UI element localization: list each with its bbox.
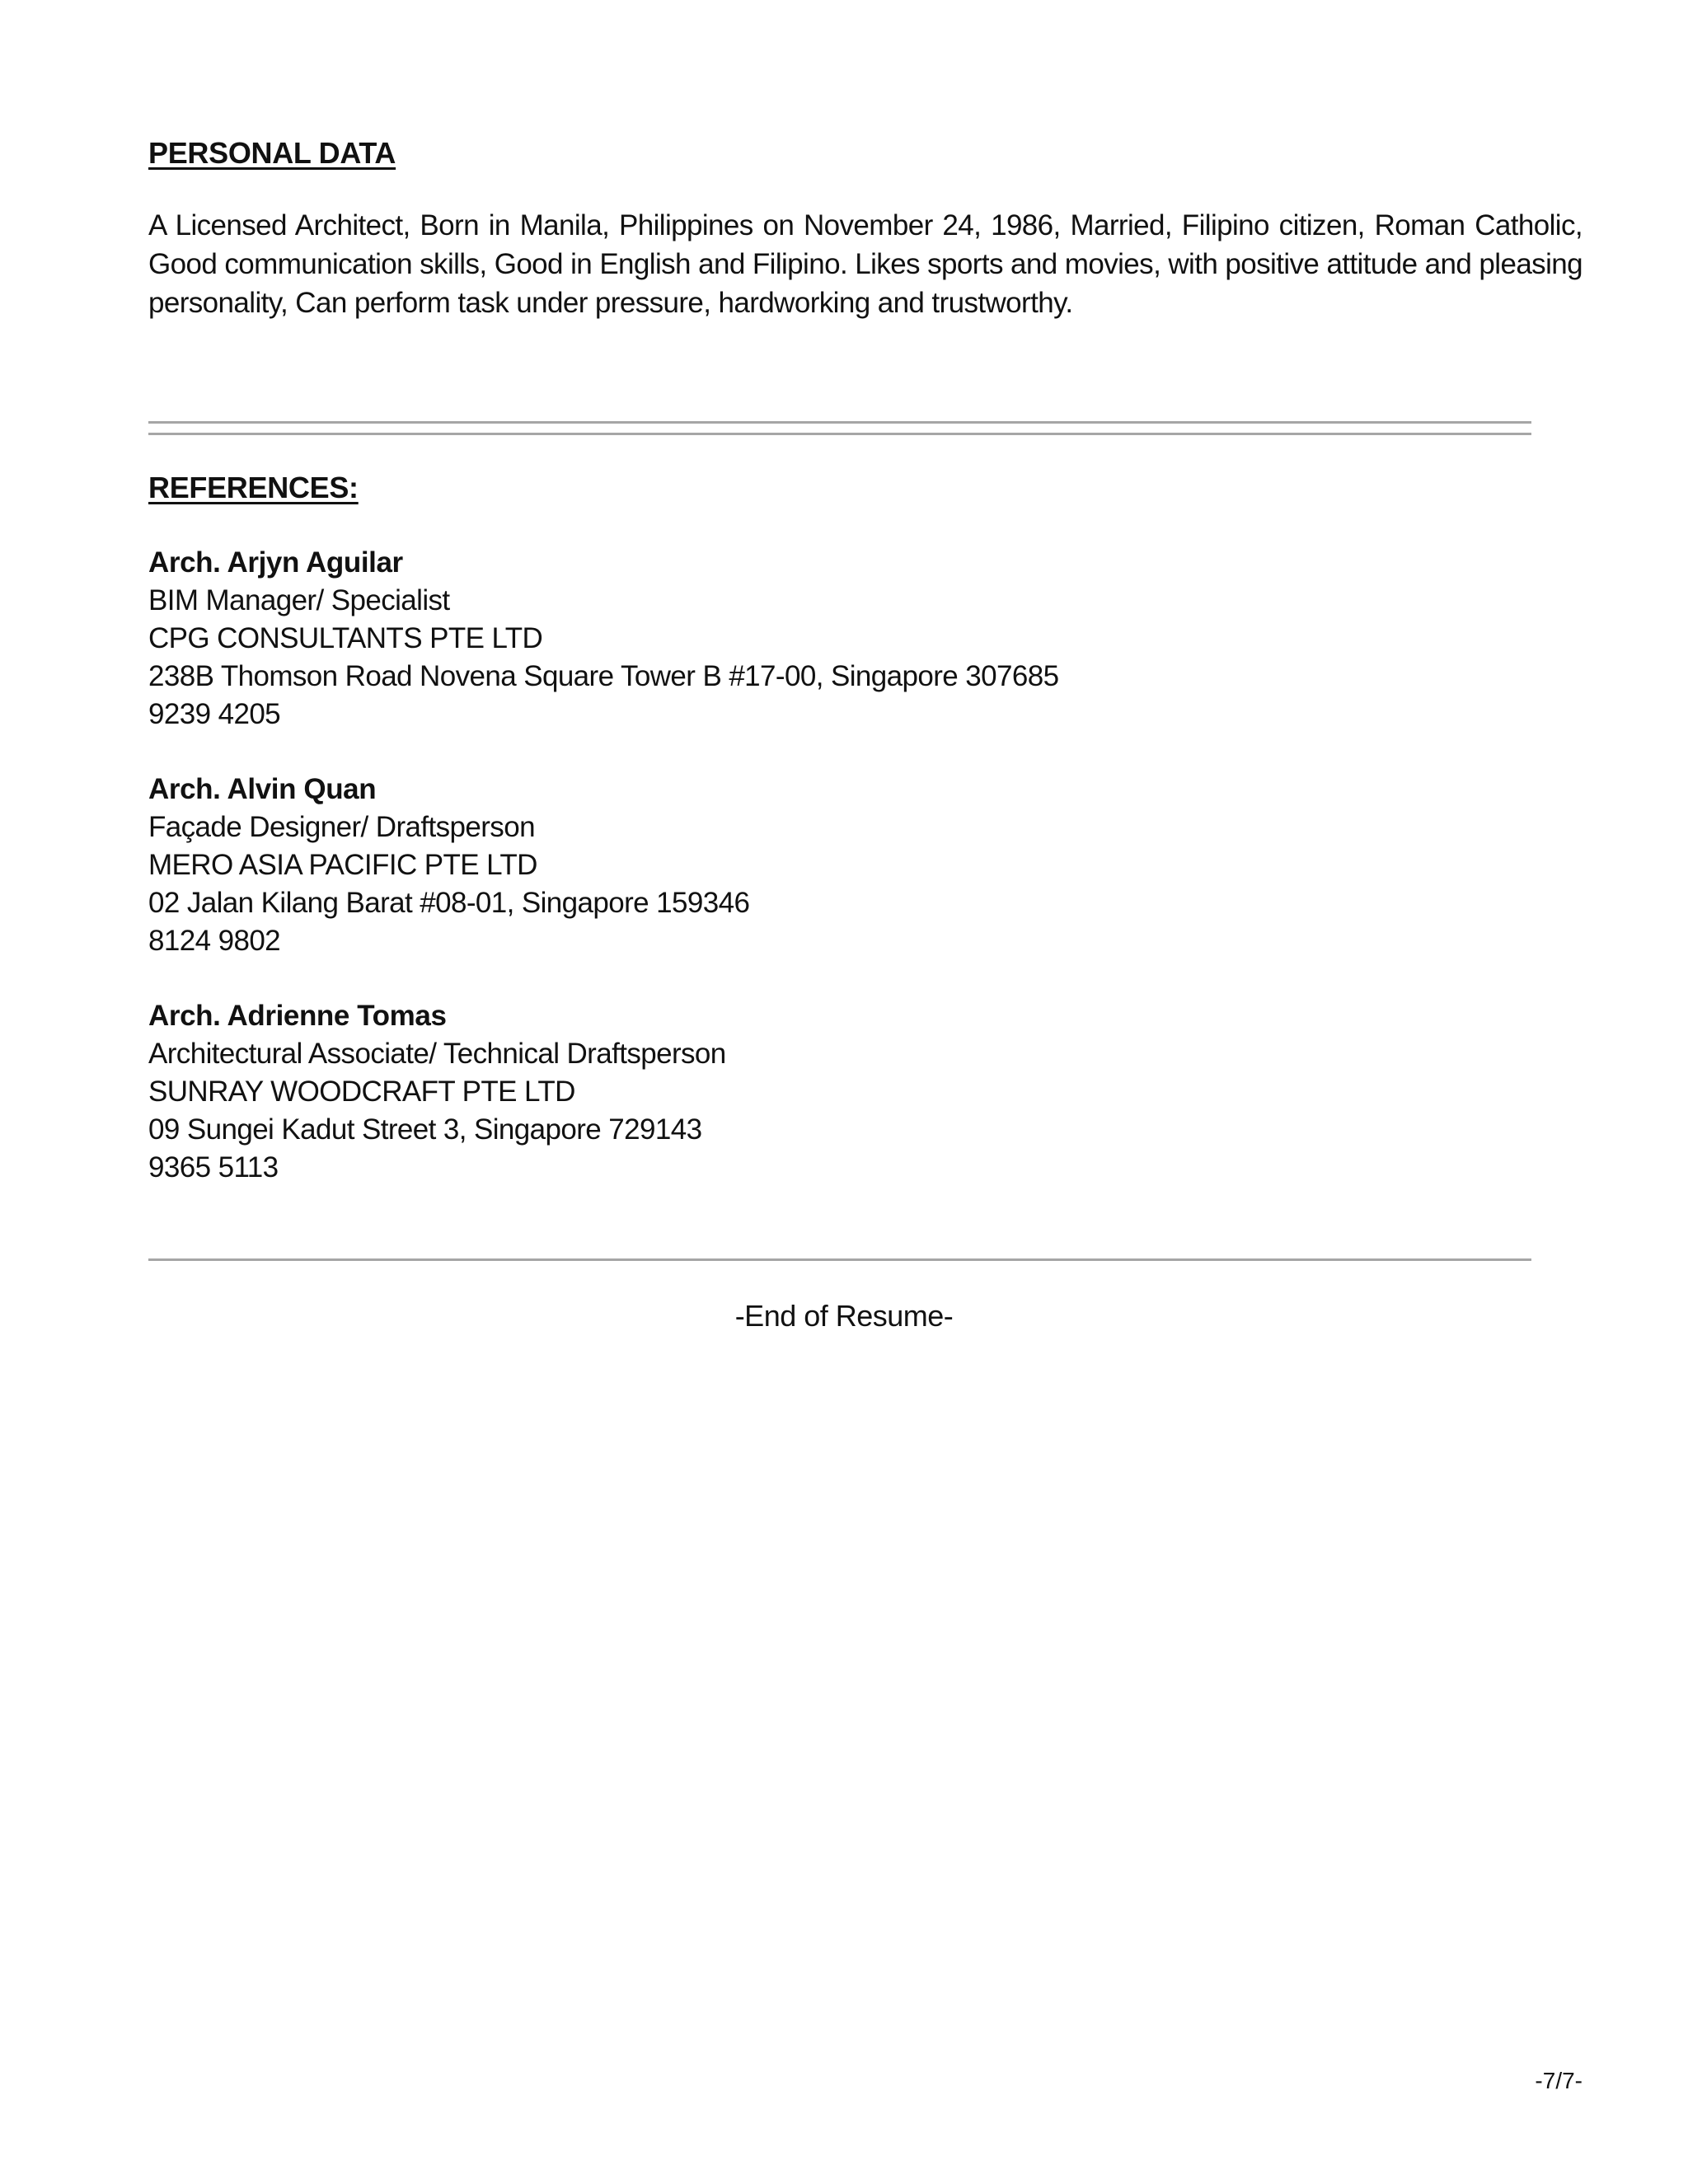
reference-name: Arch. Alvin Quan <box>148 773 377 805</box>
reference-address: 02 Jalan Kilang Barat #08-01, Singapore 159346 <box>148 887 750 919</box>
reference-entry <box>148 997 1302 1187</box>
end-of-resume-text: -End of Resume- <box>734 1299 954 1333</box>
page-number: -7/7- <box>1535 2068 1582 2093</box>
reference-address: 09 Sungei Kadut Street 3, Singapore 729143 <box>148 1113 702 1146</box>
section-divider-top <box>148 421 1531 424</box>
reference-phone: 9239 4205 <box>148 698 281 730</box>
references-heading: REFERENCES: <box>148 471 359 504</box>
personal-data-heading: PERSONAL DATA <box>148 136 396 170</box>
personal-data-paragraph: A Licensed Architect, Born in Manila, Philippines on November 24, 1986, Married, Filipino citizen, Roman Catholic, Good communication skills, Good in English and Filipino. Likes sports and movies, with positive attitude and pleasing personality, Can perform task under pressure, hardworking and trustworthy. <box>148 209 1582 319</box>
closing-divider <box>148 1258 1531 1261</box>
section-divider-bottom <box>148 433 1531 435</box>
reference-entry <box>148 771 1302 960</box>
reference-entry <box>148 544 1302 733</box>
reference-company: SUNRAY WOODCRAFT PTE LTD <box>148 1076 575 1108</box>
reference-title: Architectural Associate/ Technical Draftsperson <box>148 1038 726 1070</box>
reference-name: Arch. Adrienne Tomas <box>148 1000 447 1032</box>
reference-title: Façade Designer/ Draftsperson <box>148 811 535 843</box>
reference-company: MERO ASIA PACIFIC PTE LTD <box>148 849 537 881</box>
reference-phone: 8124 9802 <box>148 925 281 957</box>
reference-phone: 9365 5113 <box>148 1151 279 1183</box>
reference-name: Arch. Arjyn Aguilar <box>148 546 403 579</box>
reference-company: CPG CONSULTANTS PTE LTD <box>148 622 543 654</box>
reference-address: 238B Thomson Road Novena Square Tower B #17-00, Singapore 307685 <box>148 660 1059 692</box>
reference-title: BIM Manager/ Specialist <box>148 584 450 616</box>
